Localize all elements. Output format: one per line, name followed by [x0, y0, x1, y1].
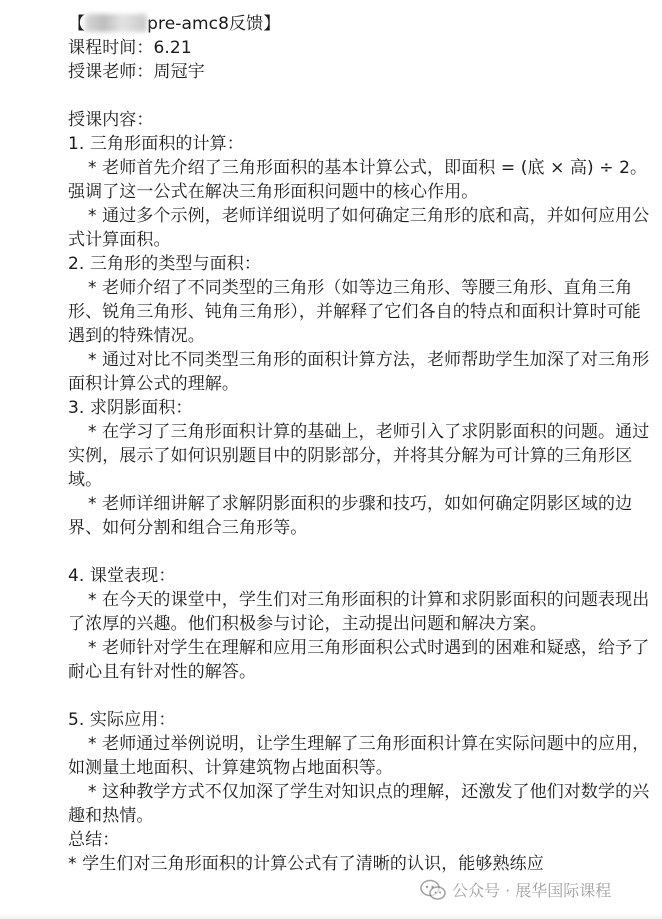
section-bullet	[68, 636, 656, 684]
bullet-text: * 通过对比不同类型三角形的面积计算方法，老师帮助学生加深了对三角形面积计算公式的理解。	[68, 350, 650, 394]
section-bullet	[68, 780, 656, 828]
section-bullet	[68, 276, 656, 348]
bullet-text: * 老师通过举例说明，让学生理解了三角形面积计算在实际问题中的应用，如测量土地面积、计算建筑物占地面积等。	[68, 734, 650, 778]
spacer	[68, 84, 656, 108]
section-title: 3. 求阴影面积：	[68, 398, 193, 418]
course-time: 课程时间：6.21	[68, 38, 192, 58]
section-title: 5. 实际应用：	[68, 710, 176, 730]
bullet-text: * 老师介绍了不同类型的三角形（如等边三角形、等腰三角形、直角三角形、锐角三角形、钝角三角形），并解释了它们各自的特点和面积计算时可能遇到的特殊情况。	[68, 278, 641, 346]
section-bullet	[68, 420, 656, 492]
title-bracket: 【	[68, 14, 86, 34]
feedback-document	[68, 12, 656, 876]
bullet-text: * 在学习了三角形面积计算的基础上，老师引入了求阴影面积的问题。通过实例，展示了如何识别题目中的阴影部分，并将其分解为可计算的三角形区域。	[68, 422, 650, 490]
spacer	[68, 540, 656, 564]
watermark-text: 公众号 · 展华国际课程	[452, 881, 612, 900]
wechat-watermark	[420, 878, 611, 901]
section-bullet	[68, 156, 656, 204]
bullet-text: * 老师详细讲解了求解阴影面积的步骤和技巧，如如何确定阴影区域的边界、如何分割和组合三角形等。	[68, 494, 633, 538]
bullet-text: * 这种教学方式不仅加深了学生对知识点的理解，还激发了他们对数学的兴趣和热情。	[68, 782, 650, 826]
course-teacher: 授课老师：周冠宇	[68, 62, 205, 82]
section-title: 4. 课堂表现：	[68, 566, 176, 586]
feedback-title	[68, 12, 656, 36]
redacted-name	[85, 14, 147, 32]
title-text: pre-amc8反馈】	[147, 14, 281, 34]
content-heading: 授课内容：	[68, 110, 154, 130]
section-bullet	[68, 492, 656, 540]
section-bullet	[68, 348, 656, 396]
bottom-edge	[0, 913, 662, 919]
wechat-icon	[420, 879, 446, 901]
summary-first-line: * 学生们对三角形面积的计算公式有了清晰的认识，能够熟练应	[68, 854, 544, 874]
bullet-text: * 老师首先介绍了三角形面积的基本计算公式，即面积 = (底 × 高) ÷ 2。强调了这一公式在解决三角形面积问题中的核心作用。	[68, 158, 648, 202]
bullet-text: * 在今天的课堂中，学生们对三角形面积的计算和求阴影面积的问题表现出了浓厚的兴趣。他们积极参与讨论，主动提出问题和解决方案。	[68, 590, 650, 634]
section-bullet	[68, 204, 656, 252]
section-bullet	[68, 588, 656, 636]
spacer	[68, 684, 656, 708]
section-title: 1. 三角形面积的计算：	[68, 134, 244, 154]
section-title: 2. 三角形的类型与面积：	[68, 254, 261, 274]
summary-title: 总结：	[68, 830, 120, 850]
bullet-text: * 老师针对学生在理解和应用三角形面积公式时遇到的困难和疑惑，给予了耐心且有针对性的解答。	[68, 638, 650, 682]
section-bullet	[68, 732, 656, 780]
bullet-text: * 通过多个示例，老师详细说明了如何确定三角形的底和高，并如何应用公式计算面积。	[68, 206, 650, 250]
